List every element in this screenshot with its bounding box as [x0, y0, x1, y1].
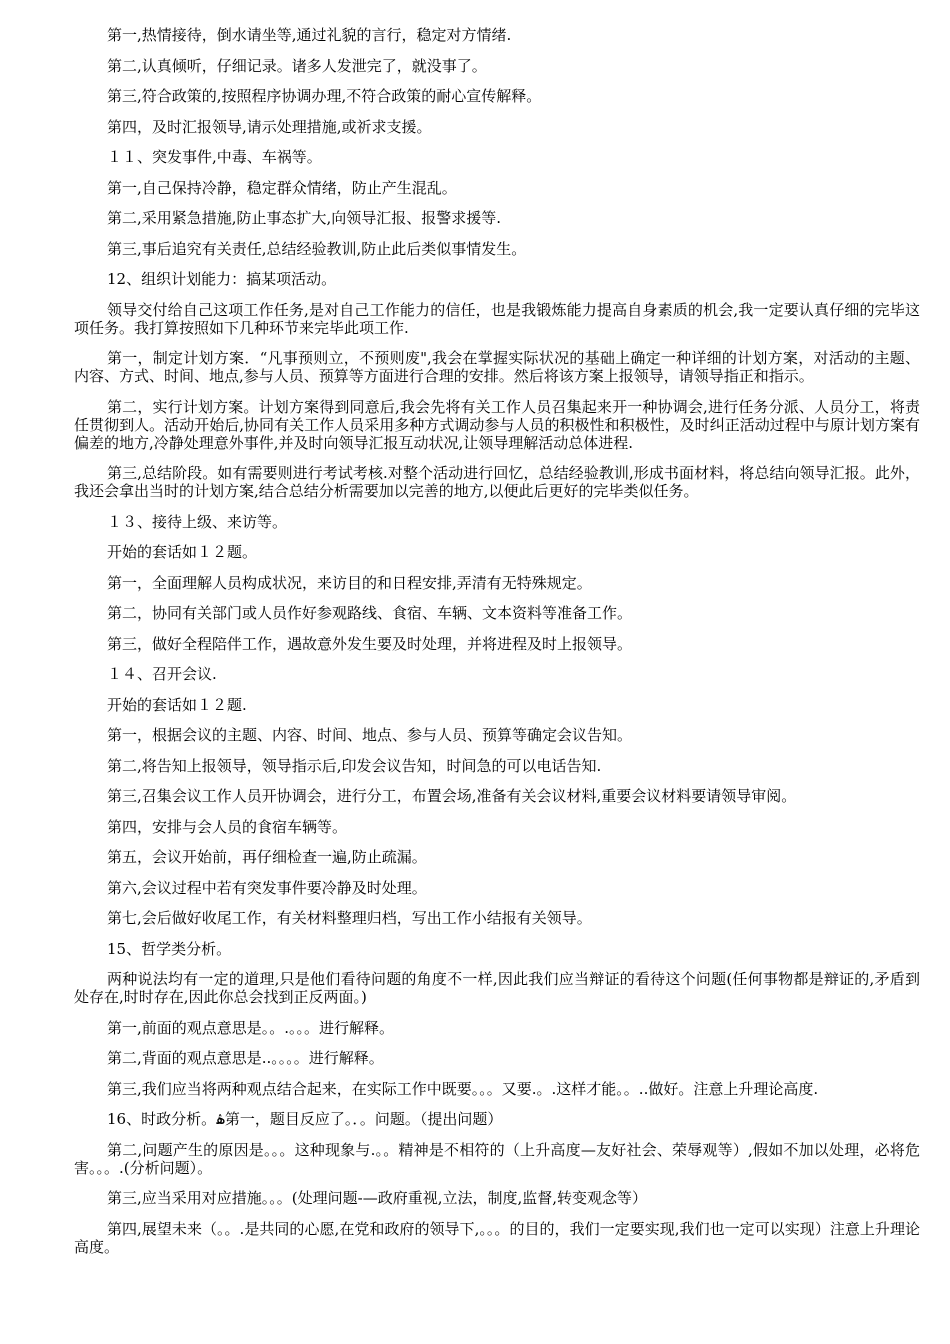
paragraph: 第三,总结阶段。如有需要则进行考试考核.对整个活动进行回忆，总结经验教训,形成书面材料，将总结向领导汇报。此外，我还会拿出当时的计划方案,结合总结分析需要加以完善的地方,以便此后更好的完毕类似任务。	[74, 464, 920, 500]
paragraph: 第四，及时汇报领导,请示处理措施,或祈求支援。	[107, 117, 432, 136]
paragraph: 第三，做好全程陪伴工作，遇故意外发生要及时处理，并将进程及时上报领导。	[107, 634, 633, 653]
paragraph: 第二，协同有关部门或人员作好参观路线、食宿、车辆、文本资料等准备工作。	[107, 604, 633, 622]
paragraph: 第一，全面理解人员构成状况，来访目的和日程安排,弄清有无特殊规定。	[107, 573, 592, 592]
section-heading: １３、接待上级、来访等。	[107, 512, 288, 531]
paragraph: 第二,采用紧急措施,防止事态扩大,向领导汇报、报警求援等.	[107, 209, 502, 227]
paragraph: 开始的套话如１２题.	[107, 695, 247, 714]
section-heading: 12、组织计划能力：搞某项活动。	[107, 270, 337, 288]
paragraph: 第五，会议开始前，再仔细检查一遍,防止疏漏。	[107, 848, 427, 866]
paragraph: 第一，制定计划方案．“凡事预则立，不预则废",我会在掌握实际状况的基础上确定一种详细的计划方案，对活动的主题、内容、方式、时间、地点,参与人员、预算等方面进行合理的安排。然后将该方案上报领导，请领导指正和指示。	[74, 349, 920, 385]
paragraph: 第三,符合政策的,按照程序协调办理,不符合政策的耐心宣传解释。	[107, 87, 542, 105]
paragraph: 第四，安排与会人员的食宿车辆等。	[107, 817, 348, 836]
section-heading: １１、突发事件,中毒、车祸等。	[107, 148, 322, 166]
section-heading: 16、时政分析。ۿ第一，题目反应了。．。问题。（提出问题）	[107, 1110, 503, 1128]
paragraph: 领导交付给自己这项工作任务,是对自己工作能力的信任，也是我锻炼能力提高自身素质的机会,我一定要认真仔细的完毕这项任务。我打算按照如下几种环节来完毕此项工作.	[74, 300, 920, 337]
paragraph: 第七,会后做好收尾工作，有关材料整理归档，写出工作小结报有关领导。	[107, 909, 592, 927]
section-heading: 15、哲学类分析。	[107, 939, 232, 958]
paragraph: 第一,热情接待，倒水请坐等,通过礼貌的言行，稳定对方情绪.	[107, 26, 512, 44]
paragraph: 第一，根据会议的主题、内容、时间、地点、参与人员、预算等确定会议告知。	[107, 726, 633, 744]
paragraph: 第二,认真倾听，仔细记录。诸多人发泄完了，就没事了。	[107, 56, 487, 75]
paragraph: 第二,问题产生的原因是。。。这种现象与.。。精神是不相符的（上升高度—友好社会、荣辱观等）,假如不加以处理，必将危害。。。.(分析问题）。	[74, 1140, 920, 1177]
paragraph: 第一,自己保持冷静，稳定群众情绪，防止产生混乱。	[107, 178, 457, 197]
paragraph: 第三,召集会议工作人员开协调会，进行分工，布置会场,准备有关会议材料,重要会议材料要请领导审阅。	[107, 787, 797, 805]
paragraph: 第四,展望未来（。。.是共同的心愿,在党和政府的领导下,。。。的目的，我们一定要实现,我们也一定可以实现）注意上升理论高度。	[74, 1219, 920, 1256]
paragraph: 第六,会议过程中若有突发事件要冷静及时处理。	[107, 878, 427, 897]
document-page	[74, 26, 920, 1268]
section-heading: １４、召开会议.	[107, 665, 217, 683]
paragraph: 第三,我们应当将两种观点结合起来，在实际工作中既要。。。又要.。.这样才能。。..做好。注意上升理论高度.	[107, 1079, 819, 1098]
paragraph: 第一,前面的观点意思是。。.。。。进行解释。	[107, 1018, 395, 1037]
paragraph: 第二,将告知上报领导，领导指示后,印发会议告知，时间急的可以电话告知.	[107, 756, 602, 775]
paragraph: 两种说法均有一定的道理,只是他们看待问题的角度不一样,因此我们应当辩证的看待这个问题(任何事物都是辩证的,矛盾到处存在,时时存在,因此你总会找到正反两面。)	[74, 970, 920, 1006]
paragraph: 第三,事后追究有关责任,总结经验教训,防止此后类似事情发生。	[107, 239, 527, 258]
paragraph: 第二，实行计划方案。计划方案得到同意后,我会先将有关工作人员召集起来开一种协调会,进行任务分派、人员分工，将责任贯彻到人。活动开始后,协同有关工作人员采用多种方式调动参与人员的积极性和积极性，及时纠正活动过程中与原计划方案有偏差的地方,冷静处理意外事件,并及时向领导汇报互动状况,让领导理解活动总体进程.	[74, 397, 920, 452]
paragraph: 第三,应当采用对应措施。。。(处理问题-—政府重视,立法，制度,监督,转变观念等）	[107, 1189, 647, 1207]
paragraph: 第二,背面的观点意思是..。。。。进行解释。	[107, 1049, 384, 1067]
paragraph: 开始的套话如１２题。	[107, 543, 258, 561]
